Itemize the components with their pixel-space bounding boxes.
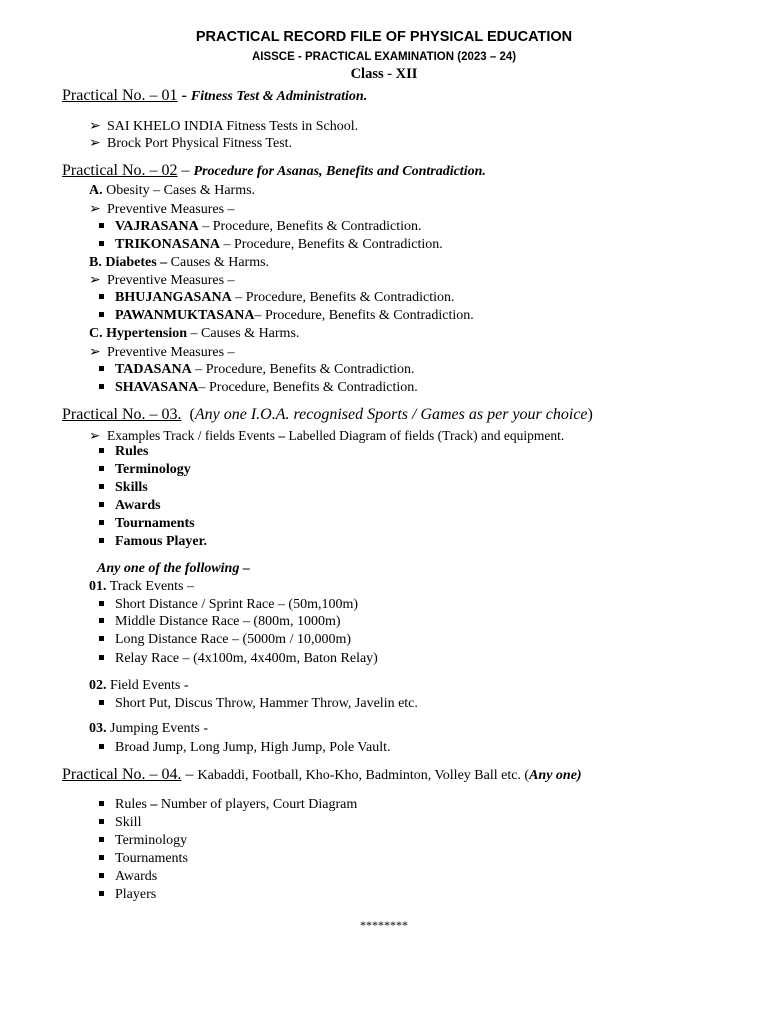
section-c: C. Hypertension – Causes & Harms.	[89, 326, 300, 341]
arrow-bullet-icon: ➢	[89, 119, 101, 134]
arrow-bullet-icon: ➢	[89, 202, 101, 217]
practical-04-title: Practical No. – 04.	[62, 766, 182, 783]
arrow-bullet-icon: ➢	[89, 428, 101, 443]
square-bullet-icon	[99, 744, 104, 749]
square-bullet-icon	[99, 223, 104, 228]
track-events-heading: 01. Track Events –	[89, 579, 194, 594]
list-item: ➢ SAI KHELO INDIA Fitness Tests in School.	[89, 119, 359, 134]
square-bullet-icon	[99, 241, 104, 246]
square-bullet-icon	[99, 618, 104, 623]
square-bullet-icon	[99, 384, 104, 389]
arrow-bullet-icon: ➢	[89, 136, 101, 151]
list-item: Long Distance Race – (5000m / 10,000m)	[99, 632, 351, 648]
bold-item: Skills	[99, 480, 148, 496]
class-label: Class - XII	[350, 66, 418, 82]
asana-item: SHAVASANA– Procedure, Benefits & Contradiction.	[99, 380, 418, 396]
bold-item: Tournaments	[99, 516, 195, 532]
list-item: Relay Race – (4x100m, 4x400m, Baton Relay)	[99, 651, 378, 667]
asana-item: VAJRASANA – Procedure, Benefits & Contradiction.	[99, 219, 422, 235]
practical-02-heading: Practical No. – 02 – Procedure for Asanas, Benefits and Contradiction.	[62, 162, 486, 179]
section-a: A. Obesity – Cases & Harms.	[89, 183, 256, 198]
square-bullet-icon	[99, 312, 104, 317]
square-bullet-icon	[99, 466, 104, 471]
square-bullet-icon	[99, 601, 104, 606]
field-events-heading: 02. Field Events -	[89, 678, 189, 693]
square-bullet-icon	[99, 655, 104, 660]
practical-02-desc: Procedure for Asanas, Benefits and Contradiction.	[193, 164, 486, 179]
asana-item: TRIKONASANA – Procedure, Benefits & Contradiction.	[99, 237, 443, 253]
list-item: Rules – Number of players, Court Diagram	[99, 797, 357, 813]
square-bullet-icon	[99, 538, 104, 543]
square-bullet-icon	[99, 366, 104, 371]
list-item: Tournaments	[99, 851, 188, 867]
list-item: Terminology	[99, 833, 187, 849]
list-item: Middle Distance Race – (800m, 1000m)	[99, 614, 341, 630]
practical-01-heading: Practical No. – 01 - Fitness Test & Administration.	[62, 87, 368, 104]
arrow-bullet-icon: ➢	[89, 345, 101, 360]
square-bullet-icon	[99, 819, 104, 824]
list-item: ➢ Preventive Measures –	[89, 202, 235, 217]
bold-item: Famous Player.	[99, 534, 207, 550]
section-b: B. Diabetes – Causes & Harms.	[89, 255, 270, 270]
list-item: Skill	[99, 815, 141, 831]
practical-03-desc: Any one I.O.A. recognised Sports / Games as per your choice	[194, 406, 588, 423]
arrow-bullet-icon: ➢	[89, 273, 101, 288]
practical-03-title: Practical No. – 03.	[62, 406, 182, 423]
square-bullet-icon	[99, 837, 104, 842]
practical-01-title: Practical No. – 01	[62, 87, 178, 104]
list-item: Broad Jump, Long Jump, High Jump, Pole Vault.	[99, 740, 390, 756]
square-bullet-icon	[99, 448, 104, 453]
list-item: ➢ Brock Port Physical Fitness Test.	[89, 136, 293, 151]
square-bullet-icon	[99, 891, 104, 896]
practical-04-desc: Kabaddi, Football, Kho-Kho, Badminton, Volley Ball etc. (	[197, 768, 530, 783]
footer-separator: ********	[360, 918, 408, 932]
square-bullet-icon	[99, 294, 104, 299]
bold-item: Terminology	[99, 462, 191, 478]
practical-03-heading: Practical No. – 03. (Any one I.O.A. recognised Sports / Games as per your choice)	[62, 406, 593, 423]
square-bullet-icon	[99, 873, 104, 878]
square-bullet-icon	[99, 502, 104, 507]
square-bullet-icon	[99, 636, 104, 641]
square-bullet-icon	[99, 484, 104, 489]
practical-01-desc: Fitness Test & Administration.	[190, 89, 368, 104]
asana-item: TADASANA – Procedure, Benefits & Contradiction.	[99, 362, 415, 378]
list-item: ➢ Examples Track / fields Events – Labelled Diagram of fields (Track) and equipment.	[89, 428, 565, 443]
list-item: Short Put, Discus Throw, Hammer Throw, Javelin etc.	[99, 696, 418, 712]
practical-02-title: Practical No. – 02	[62, 162, 178, 179]
practical-04-heading: Practical No. – 04. – Kabaddi, Football, Kho-Kho, Badminton, Volley Ball etc. (Any one)	[62, 766, 582, 783]
bold-item: Rules	[99, 444, 148, 460]
square-bullet-icon	[99, 520, 104, 525]
square-bullet-icon	[99, 700, 104, 705]
square-bullet-icon	[99, 801, 104, 806]
list-item: Awards	[99, 869, 157, 885]
asana-item: PAWANMUKTASANA– Procedure, Benefits & Contradiction.	[99, 308, 474, 324]
bold-item: Awards	[99, 498, 161, 514]
square-bullet-icon	[99, 855, 104, 860]
jumping-events-heading: 03. Jumping Events -	[89, 721, 208, 736]
asana-item: BHUJANGASANA – Procedure, Benefits & Contradiction.	[99, 290, 454, 306]
any-one-label: Any one of the following –	[97, 561, 250, 576]
list-item: ➢ Preventive Measures –	[89, 345, 235, 360]
page-subtitle: AISSCE - PRACTICAL EXAMINATION (2023 – 24)	[251, 51, 517, 63]
list-item: ➢ Preventive Measures –	[89, 273, 235, 288]
page-title: PRACTICAL RECORD FILE OF PHYSICAL EDUCATION	[195, 29, 573, 45]
list-item: Players	[99, 887, 156, 903]
list-item: Short Distance / Sprint Race – (50m,100m)	[99, 597, 358, 613]
